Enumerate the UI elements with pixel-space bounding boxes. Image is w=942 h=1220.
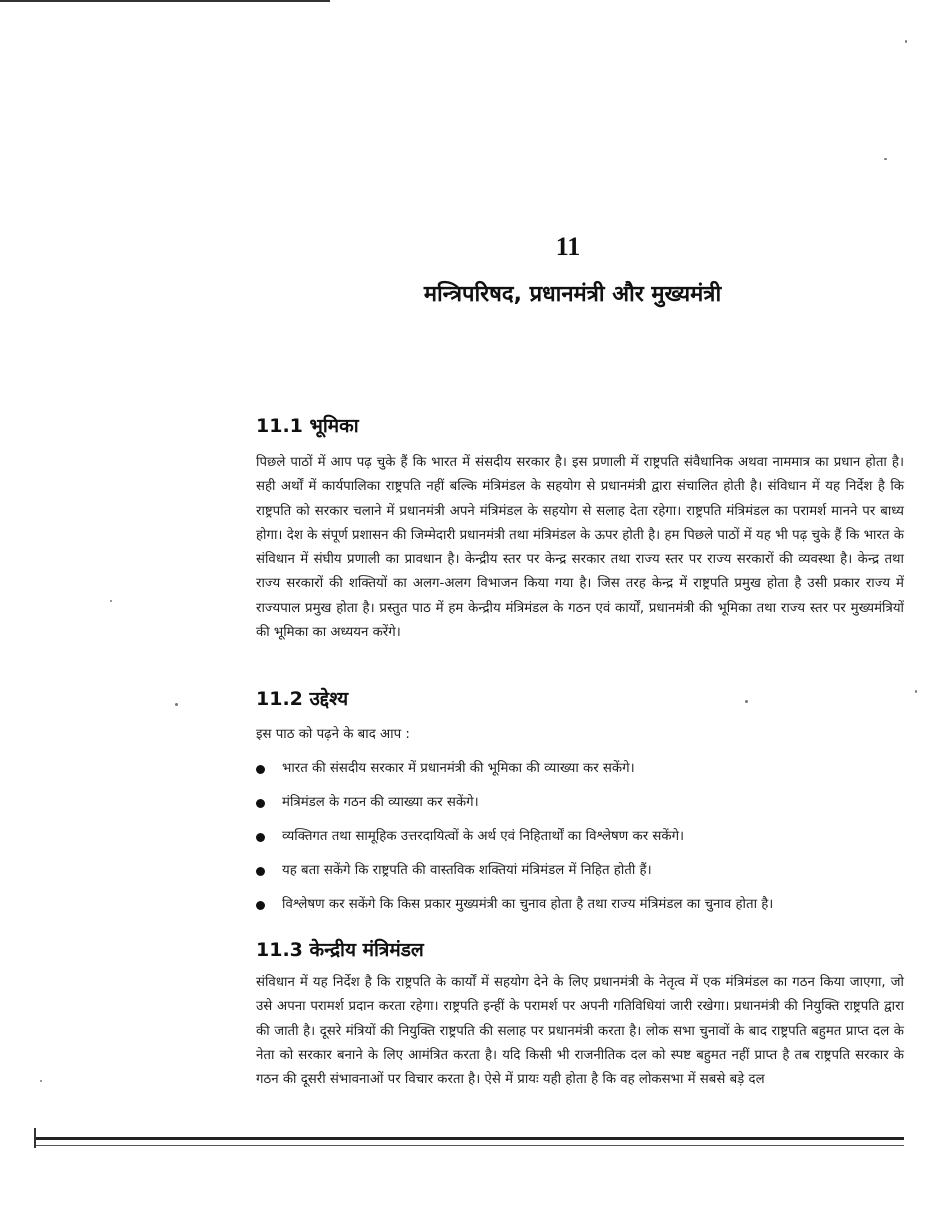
bullet-icon xyxy=(256,799,265,808)
scan-speck xyxy=(884,158,887,160)
bottom-rule xyxy=(36,1137,904,1140)
list-item xyxy=(256,859,916,893)
objective-text: भारत की संसदीय सरकार में प्रधानमंत्री की भूमिका की व्याख्या कर सकेंगे। xyxy=(282,761,635,776)
list-item xyxy=(256,757,916,791)
bullet-icon xyxy=(256,765,265,774)
objective-text: व्यक्तिगत तथा सामूहिक उत्तरदायित्वों के अर्थ एवं निहितार्थों का विश्लेषण कर सकेंगे। xyxy=(282,829,685,844)
scan-speck xyxy=(110,600,112,602)
bullet-icon xyxy=(256,833,265,842)
section-heading-objectives: 11.2 उद्देश्य xyxy=(256,688,349,710)
scan-speck xyxy=(905,40,907,43)
list-item xyxy=(256,825,916,859)
scan-speck xyxy=(915,690,917,693)
introduction-paragraph: पिछले पाठों में आप पढ़ चुके हैं कि भारत में संसदीय सरकार है। इस प्रणाली में राष्ट्रपति संवैधानिक अथवा नाममात्र का प्रधान होता है। सही अर्थों में कार्यपालिका राष्ट्रपति नहीं बल्कि मंत्रिमंडल के सहयोग से प्रधानमंत्री द्वारा संचालित होती है। संविधान में यह निर्देश है कि राष्ट्रपति को सरकार चलाने में प्रधानमंत्री अपने मंत्रिमंडल के सहयोग से सलाह देता रहेगा। राष्ट्रपति मंत्रिमंडल का परामर्श मानने पर बाध्य होगा। देश के संपूर्ण प्रशासन की जिम्मेदारी प्रधानमंत्री तथा मंत्रिमंडल के ऊपर होती है। हम पिछले पाठों में यह भी पढ़ चुके हैं कि भारत के संविधान में संघीय प्रणाली का प्रावधान है। केन्द्रीय स्तर पर केन्द्र सरकार तथा राज्य स्तर पर राज्य सरकारों की व्यवस्था है। केन्द्र तथा राज्य सरकारों की शक्तियों का अलग-अलग विभाजन किया गया है। जिस तरह केन्द्र में राष्ट्रपति प्रमुख होता है उसी प्रकार राज्य में राज्यपाल प्रमुख होता है। प्रस्तुत पाठ में हम केन्द्रीय मंत्रिमंडल के गठन एवं कार्यों, प्रधानमंत्री की भूमिका तथा राज्य स्तर पर मुख्यमंत्रियों की भूमिका का अध्ययन करेंगे। xyxy=(256,455,904,641)
union-cabinet-paragraph: संविधान में यह निर्देश है कि राष्ट्रपति के कार्यों में सहयोग देने के लिए प्रधानमंत्री के नेतृत्व में एक मंत्रिमंडल का गठन किया जाएगा, जो उसे अपना परामर्श प्रदान करता रहेगा। राष्ट्रपति इन्हीं के परामर्श पर अपनी गतिविधियां जारी रखेगा। प्रधानमंत्री की नियुक्ति राष्ट्रपति द्वारा की जाती है। दूसरे मंत्रियों की नियुक्ति राष्ट्रपति की सलाह पर प्रधानमंत्री करता है। लोक सभा चुनावों के बाद राष्ट्रपति बहुमत प्राप्त दल के नेता को सरकार बनाने के लिए आमंत्रित करता है। यदि किसी भी राजनीतिक दल को स्पष्ट बहुमत नहीं प्राप्त है तब राष्ट्रपति सरकार के गठन की दूसरी संभावनाओं पर विचार करता है। ऐसे में प्रायः यही होता है कि वह लोकसभा में सबसे बड़े दल xyxy=(256,975,904,1088)
section-heading-introduction: 11.1 भूमिका xyxy=(256,415,359,437)
objectives-intro: इस पाठ को पढ़ने के बाद आप : xyxy=(256,727,410,742)
top-rule xyxy=(0,0,330,2)
scan-speck xyxy=(745,700,748,703)
bottom-rule-thin xyxy=(36,1145,904,1146)
scan-speck xyxy=(175,703,178,706)
bullet-icon xyxy=(256,901,265,910)
objective-text: यह बता सकेंगे कि राष्ट्रपति की वास्तविक शक्तियां मंत्रिमंडल में निहित होती हैं। xyxy=(282,863,652,878)
list-item xyxy=(256,893,916,927)
section-heading-union-cabinet: 11.3 केन्द्रीय मंत्रिमंडल xyxy=(256,939,424,961)
bullet-icon xyxy=(256,867,265,876)
objectives-list xyxy=(256,757,916,927)
scan-speck xyxy=(40,1080,42,1082)
chapter-number: 11 xyxy=(555,232,581,261)
list-item xyxy=(256,791,916,825)
objective-text: विश्लेषण कर सकेंगे कि किस प्रकार मुख्यमंत्री का चुनाव होता है तथा राज्य मंत्रिमंडल का चुनाव होता है। xyxy=(282,897,774,912)
chapter-title: मन्त्रिपरिषद, प्रधानमंत्री और मुख्यमंत्री xyxy=(423,282,722,307)
objective-text: मंत्रिमंडल के गठन की व्याख्या कर सकेंगे। xyxy=(282,795,479,810)
